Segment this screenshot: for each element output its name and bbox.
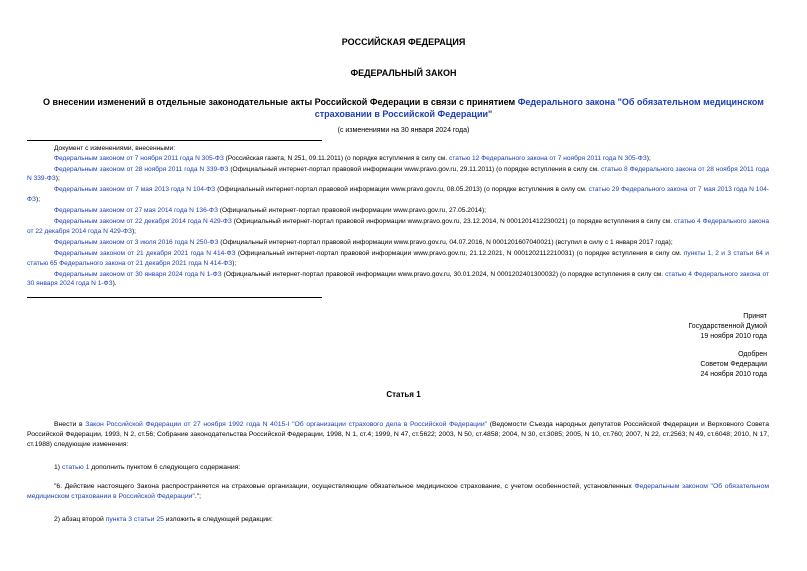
change-item-tail: );: [232, 259, 237, 267]
paragraph-text: 2) абзац второй: [54, 516, 106, 523]
amending-law-link[interactable]: Федеральным законом от 7 мая 2013 года N 104-ФЗ: [54, 186, 216, 194]
change-item-text: (Официальный интернет-портал правовой информации www.pravo.gov.ru, 29.11.2011) (о порядке вступления в силу см.: [228, 165, 601, 173]
edition-note: (с изменениями на 30 января 2024 года): [337, 127, 470, 134]
article-paragraph: [27, 482, 769, 502]
changes-intro: Документ с изменениями, внесенными:: [54, 145, 176, 152]
change-item-text: (Официальный интернет-портал правовой информации www.pravo.gov.ru, 04.07.2016, N 0001201607040021) (вступил в силу с 1 января 2017 года);: [218, 238, 673, 246]
country-heading: РОССИЙСКАЯ ФЕДЕРАЦИЯ: [341, 37, 466, 47]
change-item-text: (Официальный интернет-портал правовой информации www.pravo.gov.ru, 30.01.2024, N 0001202401300032) (о порядке вступления в силу см.: [221, 270, 666, 278]
amending-law-link[interactable]: Федеральным законом от 21 декабря 2021 года N 414-ФЗ: [54, 249, 236, 257]
approved-label: Одобрен: [738, 351, 767, 358]
paragraph-text: дополнить пунктом 6 следующего содержания:: [89, 464, 241, 471]
amending-law-link[interactable]: Федеральным законом от 7 ноября 2011 года N 305-ФЗ: [54, 154, 224, 162]
article-heading: Статья 1: [386, 390, 421, 399]
amending-law-link[interactable]: Федеральным законом от 3 июля 2016 года N 250-ФЗ: [54, 238, 219, 246]
change-item-text: (Официальный интернет-портал правовой информации www.pravo.gov.ru, 27.05.2014);: [217, 207, 486, 215]
change-item: [27, 154, 769, 164]
change-item-tail: );: [646, 154, 651, 162]
paragraph-text: изложить в следующей редакции:: [163, 516, 273, 523]
bottom-divider: [27, 297, 322, 298]
paragraph-text: "6. Действие настоящего Закона распространяется на страховые организации, осуществляющие обязательное медицинское страхование, с учетом особенностей, установленных: [54, 483, 635, 490]
law-title: [0, 96, 807, 120]
paragraph-text: 1): [54, 464, 62, 471]
changes-list: [27, 144, 769, 290]
article-paragraph: [27, 420, 769, 450]
article-1-link[interactable]: статью 1: [61, 464, 90, 471]
commencement-link[interactable]: статью 29 Федерального закона от 7 мая 2013 года N 104-ФЗ: [27, 186, 769, 204]
change-item: [27, 270, 769, 289]
commencement-link[interactable]: пункты 1, 2 и 3 статьи 64 и статью 65 Федерального закона от 21 декабря 2021 года N 414-ФЗ: [27, 249, 769, 267]
change-item: [27, 217, 769, 236]
change-item: [27, 165, 769, 184]
article-25-link[interactable]: пункта 3 статьи 25: [105, 516, 164, 523]
change-item-text: (Официальный интернет-портал правовой информации www.pravo.gov.ru, 21.12.2021, N 0001202112210031) (о порядке вступления в силу см.: [235, 249, 684, 257]
adopted-date: 19 ноября 2010 года: [700, 333, 767, 340]
adopted-block: [688, 312, 767, 342]
law-type-heading: ФЕДЕРАЛЬНЫЙ ЗАКОН: [350, 68, 457, 78]
commencement-link[interactable]: статью 4 Федерального закона от 22 декабря 2014 года N 429-ФЗ: [27, 218, 770, 235]
change-item-text: (Официальный интернет-портал правовой информации www.pravo.gov.ru, 08.05.2013) (о порядке вступления в силу см.: [215, 186, 589, 194]
change-item-text: (Российская газета, N 251, 09.11.2011) (о порядке вступления в силу см.: [223, 154, 449, 162]
amending-law-link[interactable]: Федеральным законом от 27 мая 2014 года N 136-ФЗ: [54, 207, 218, 215]
change-item-tail: );: [36, 196, 41, 204]
approved-date: 24 ноября 2010 года: [700, 371, 767, 378]
adopted-label: Принят: [743, 313, 767, 320]
change-item-tail: );: [131, 227, 136, 235]
oms-law-link[interactable]: Федеральным законом "Об обязательном медицинском страховании в Российской Федерации": [27, 483, 770, 500]
paragraph-text: .";: [194, 493, 202, 500]
change-item-tail: ).: [112, 280, 117, 288]
change-item: [27, 185, 769, 204]
approved-block: [700, 350, 767, 380]
commencement-link[interactable]: статью 4 Федерального закона от 30 января 2024 года N 1-ФЗ: [27, 270, 770, 288]
approved-body: Советом Федерации: [700, 361, 767, 368]
law-title-link[interactable]: Федерального закона "Об обязательном медицинском страховании в Российской Федерации": [314, 97, 764, 119]
top-divider: [27, 140, 322, 141]
amending-law-link[interactable]: Федеральным законом от 30 января 2024 года N 1-ФЗ: [54, 270, 222, 278]
paragraph-text: (Ведомости Съезда народных депутатов Российской Федерации и Верховного Совета Российской Федерации, 1993, N 2, ст.56; Собрание законодательства Российской Федерации, 1998, N 1, ст.4; 1999, N 47, ст.5622; 2003, N 50, ст.4858; 2004, N 30, ст.3085; 2005, N 10, ст.760; 2007, N 22, ст.2563; N 49, ст.6048; 2010, N 17, ст.1988) следующие изменения:: [27, 421, 770, 448]
adopted-body: Государственной Думой: [688, 323, 767, 330]
paragraph-text: Внести в: [54, 421, 86, 428]
change-item: [27, 206, 769, 216]
insurance-law-link[interactable]: Закон Российской Федерации от 27 ноября 1992 года N 4015-I "Об организации страхового дела в Российской Федерации": [85, 421, 488, 428]
law-title-text: О внесении изменений в отдельные законодательные акты Российской Федерации в связи с принятием: [43, 97, 518, 107]
change-item: [27, 249, 769, 268]
change-item: [27, 238, 769, 248]
article-paragraph: [27, 463, 769, 473]
change-item-tail: );: [55, 175, 60, 183]
amending-law-link[interactable]: Федеральным законом от 28 ноября 2011 года N 339-ФЗ: [54, 165, 229, 173]
article-paragraph: [27, 515, 769, 525]
amending-law-link[interactable]: Федеральным законом от 22 декабря 2014 года N 429-ФЗ: [54, 218, 232, 226]
change-item-text: (Официальный интернет-портал правовой информации www.pravo.gov.ru, 23.12.2014, N 0001201412230021) (о порядке вступления в силу см.: [231, 218, 674, 226]
commencement-link[interactable]: статью 8 Федерального закона от 28 ноября 2011 года N 339-ФЗ: [27, 165, 770, 183]
commencement-link[interactable]: статью 12 Федерального закона от 7 ноября 2011 года N 305-ФЗ: [448, 154, 647, 162]
